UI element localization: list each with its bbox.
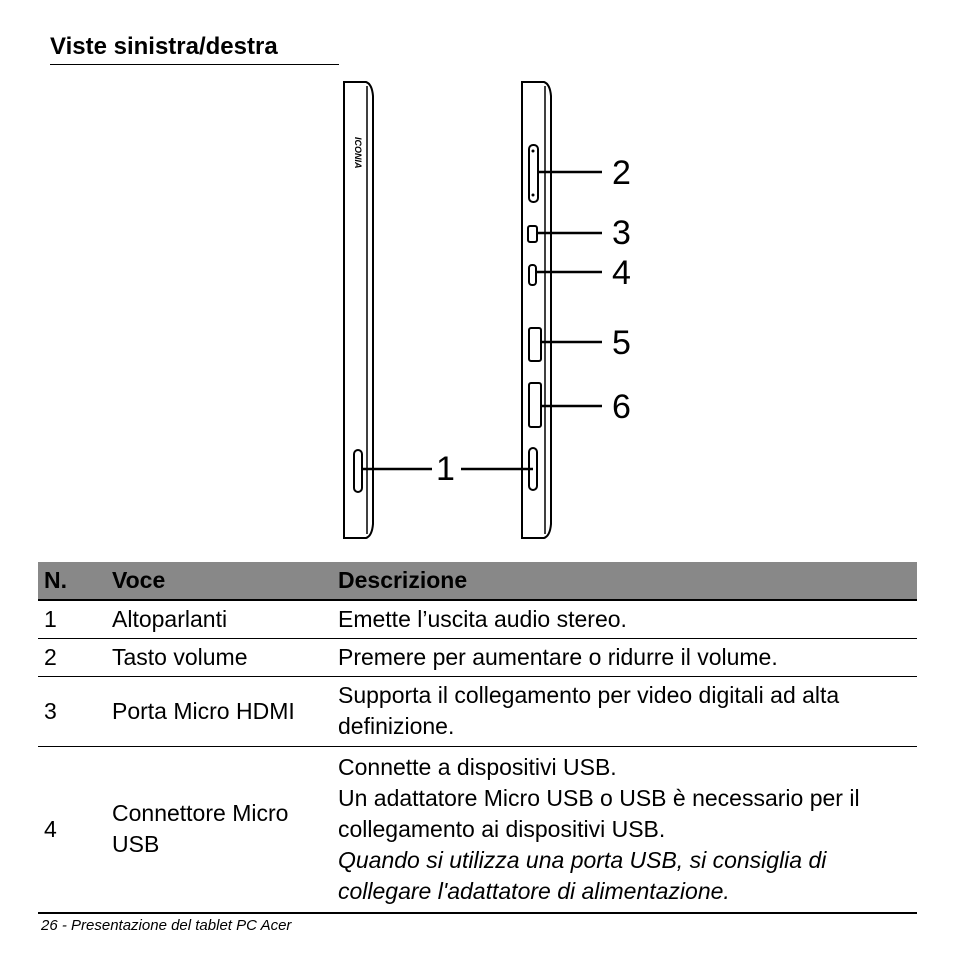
volume-button-outline bbox=[529, 145, 538, 202]
callout-5: 5 bbox=[612, 324, 631, 362]
header-number: N. bbox=[38, 562, 106, 600]
volume-button-dots bbox=[532, 150, 535, 197]
row-number: 1 bbox=[38, 600, 106, 638]
table-row bbox=[38, 638, 917, 676]
micro-usb-outline bbox=[529, 265, 536, 285]
callout-3: 3 bbox=[612, 214, 631, 252]
table-header-row bbox=[38, 562, 917, 600]
callout-2: 2 bbox=[612, 154, 631, 192]
row-item: Tasto volume bbox=[106, 638, 332, 676]
row-description: Emette l’uscita audio stereo. bbox=[332, 600, 917, 638]
description-note: Quando si utilizza una porta USB, si consiglia di collegare l'adattatore di alimentazione. bbox=[338, 846, 827, 904]
callout-4: 4 bbox=[612, 254, 631, 292]
row-description: Supporta il collegamento per video digitali ad alta definizione. bbox=[332, 676, 917, 746]
table-row bbox=[38, 600, 917, 638]
row-description: Premere per aumentare o ridurre il volume. bbox=[332, 638, 917, 676]
header-item: Voce bbox=[106, 562, 332, 600]
brand-label: ICONIA bbox=[353, 137, 363, 169]
page-footer: 26 - Presentazione del tablet PC Acer bbox=[41, 917, 292, 934]
row-item: Connettore Micro USB bbox=[106, 746, 332, 913]
header-description: Descrizione bbox=[332, 562, 917, 600]
table-row bbox=[38, 746, 917, 913]
micro-hdmi-outline bbox=[528, 226, 537, 242]
row-description bbox=[332, 746, 917, 913]
description-line: Connette a dispositivi USB. bbox=[338, 753, 617, 780]
components-table bbox=[38, 562, 917, 914]
table-row bbox=[38, 676, 917, 746]
row-item: Porta Micro HDMI bbox=[106, 676, 332, 746]
card-slot-outline bbox=[529, 383, 541, 427]
callout-leader-lines bbox=[362, 172, 602, 469]
row-item: Altoparlanti bbox=[106, 600, 332, 638]
callout-1: 1 bbox=[436, 450, 455, 488]
description-line: Un adattatore Micro USB o USB è necessario per il collegamento ai dispositivi USB. bbox=[338, 784, 860, 842]
row-number: 2 bbox=[38, 638, 106, 676]
left-speaker-grille bbox=[354, 450, 362, 492]
callout-6: 6 bbox=[612, 388, 631, 426]
port-5-outline bbox=[529, 328, 541, 361]
section-heading: Viste sinistra/destra bbox=[50, 30, 339, 65]
row-number: 3 bbox=[38, 676, 106, 746]
row-number: 4 bbox=[38, 746, 106, 913]
